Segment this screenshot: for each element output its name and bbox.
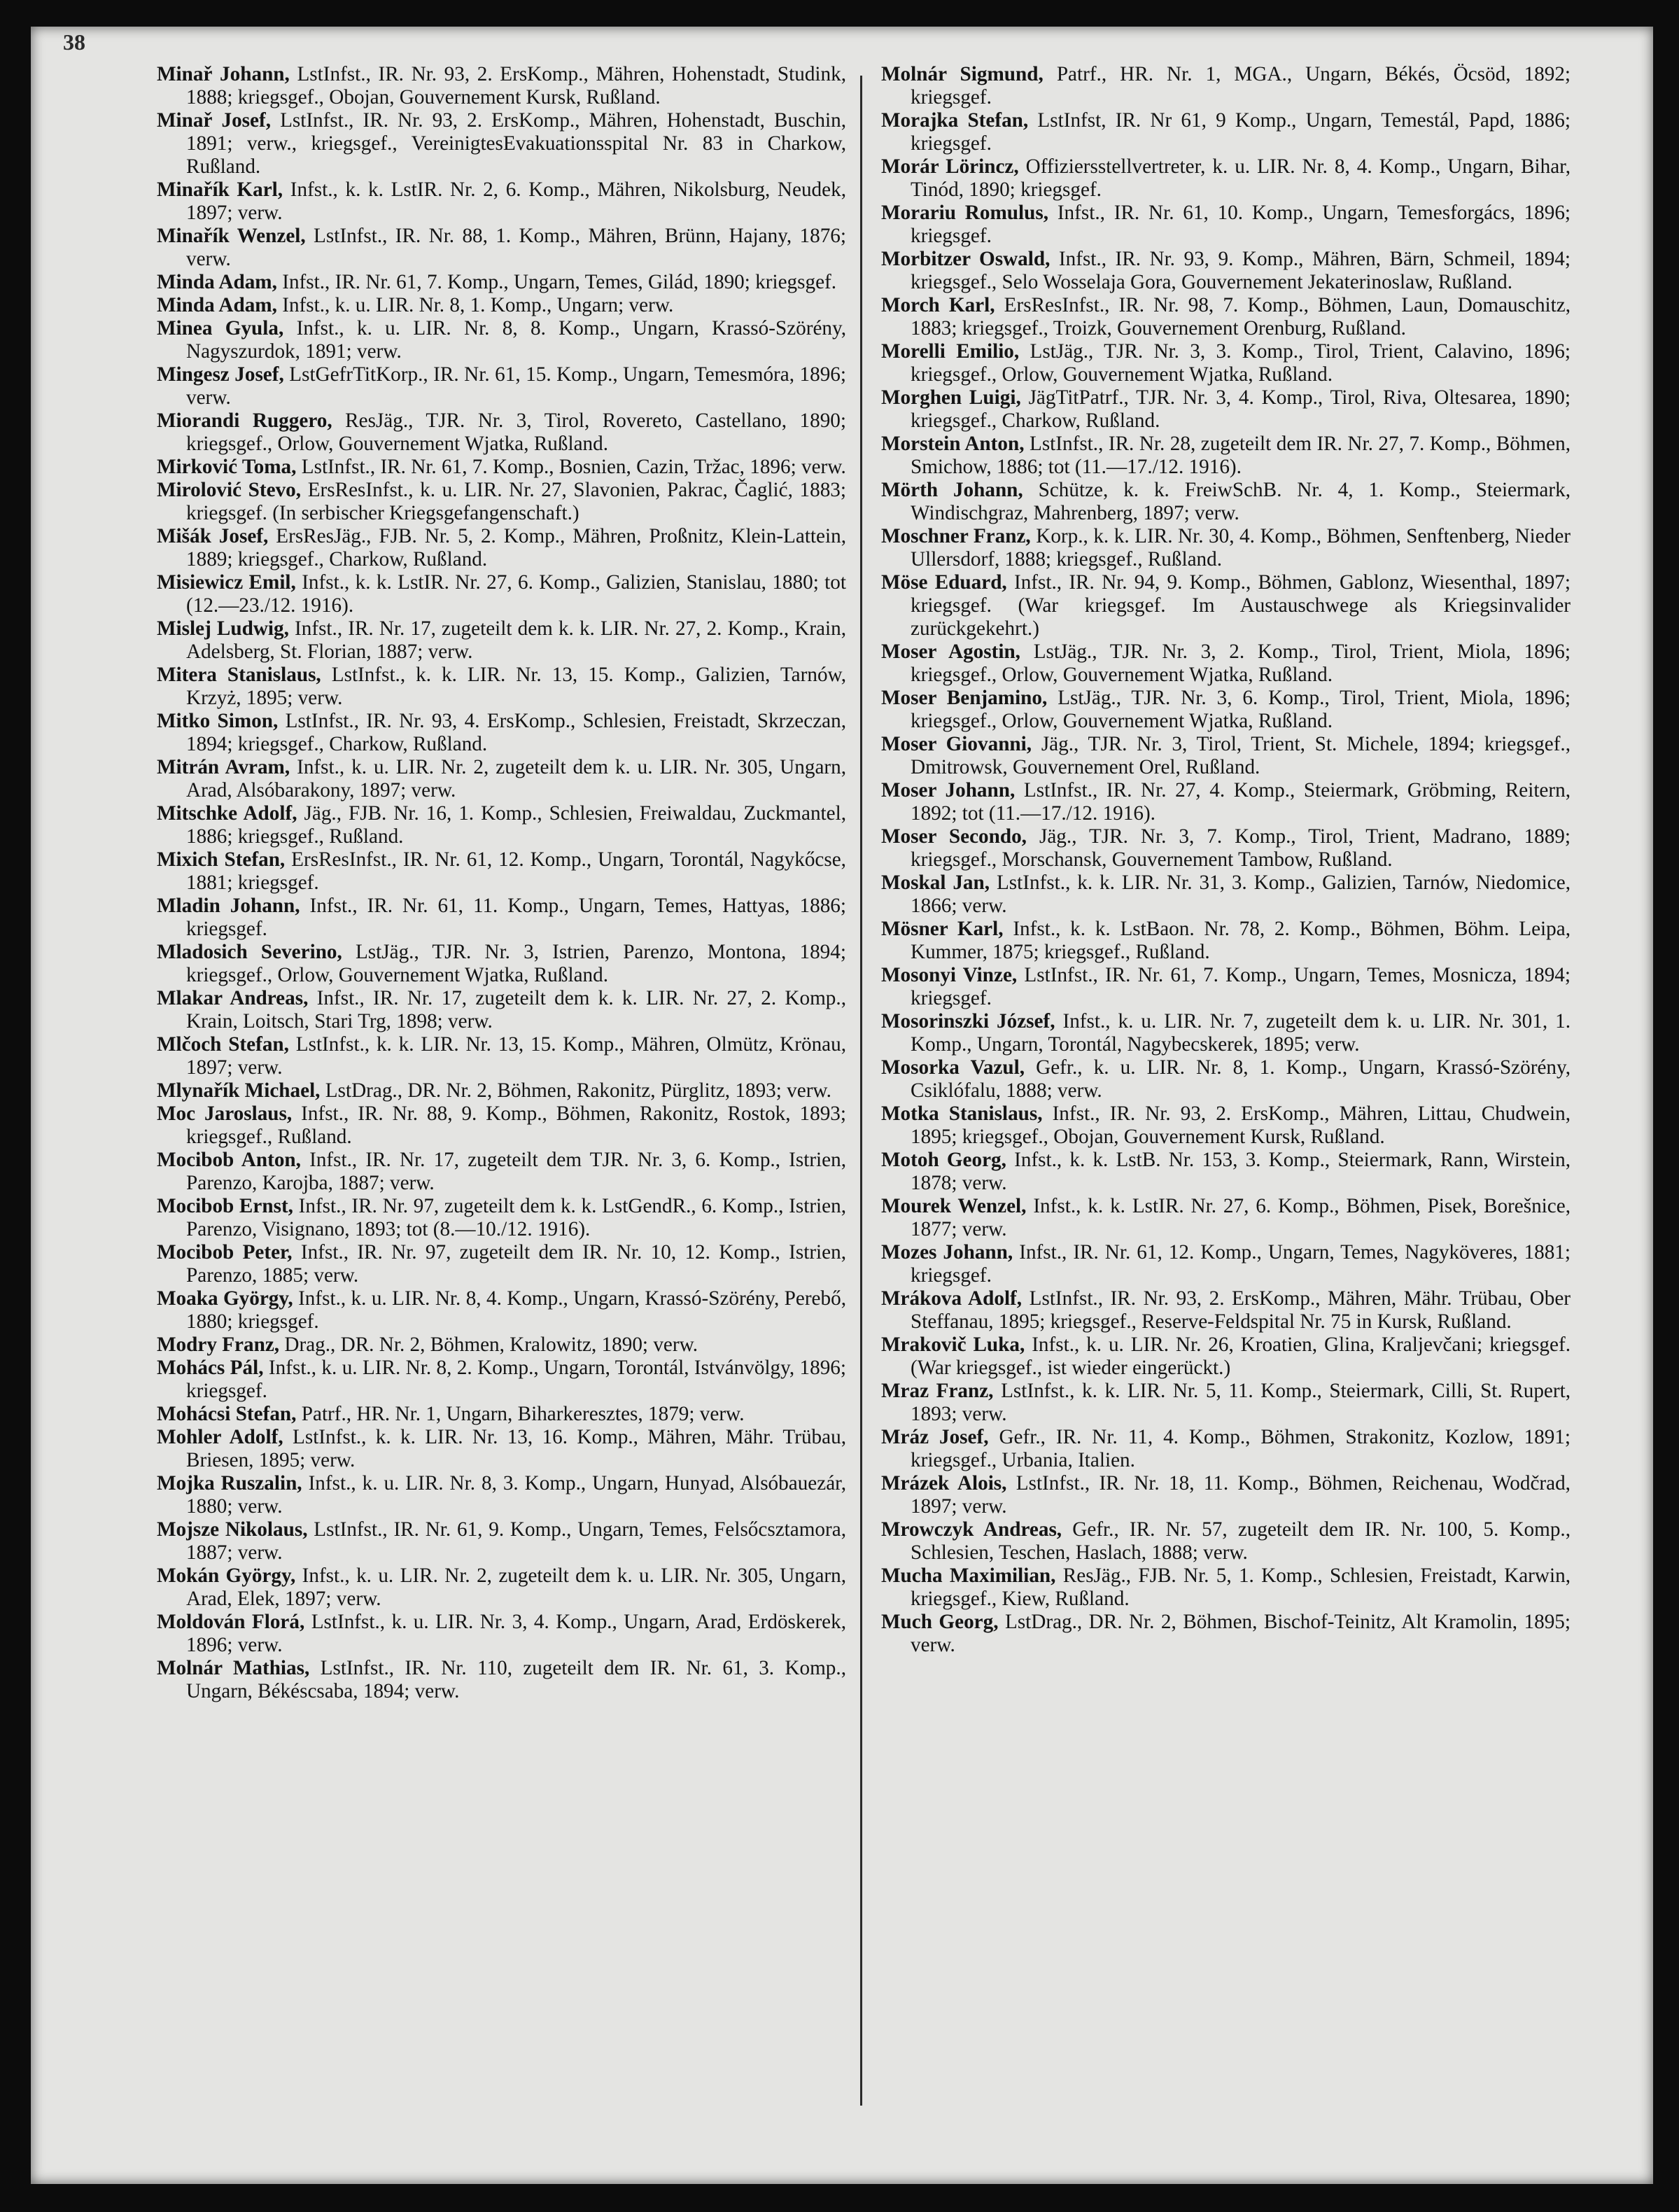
list-item xyxy=(157,941,846,987)
entry-name: Moser Benjamino, xyxy=(881,687,1048,709)
entry-details: ResJäg., FJB. Nr. 5, 1. Komp., Schlesien, Freistadt, Karwin, kriegsgef., Kiew, Rußland. xyxy=(911,1564,1571,1610)
list-item xyxy=(157,802,846,848)
list-item xyxy=(881,63,1571,109)
list-item xyxy=(157,294,846,317)
entry-name: Mraz Franz, xyxy=(881,1380,994,1402)
list-item xyxy=(881,1195,1571,1241)
entry-name: Mixich Stefan, xyxy=(157,848,286,871)
entry-details: LstJäg., TJR. Nr. 3, 6. Komp., Tirol, Trient, Miola, 1896; kriegsgef., Orlow, Gouvernement Wjatka, Rußland. xyxy=(911,687,1571,732)
entry-name: Moschner Franz, xyxy=(881,525,1031,547)
list-item xyxy=(157,1241,846,1287)
list-item xyxy=(881,1380,1571,1426)
entry-details: LstInfst., IR. Nr. 93, 4. ErsKomp., Schlesien, Freistadt, Skrzeczan, 1894; kriegsgef., Charkow, Rußland. xyxy=(186,710,847,755)
entry-name: Minařík Wenzel, xyxy=(157,225,306,247)
list-item xyxy=(157,410,846,456)
entry-name: Mojka Ruszalin, xyxy=(157,1472,302,1494)
entry-name: Minea Gyula, xyxy=(157,317,284,340)
entry-details: Infst., IR. Nr. 61, 12. Komp., Ungarn, Temes, Nagyköveres, 1881; kriegsgef. xyxy=(911,1241,1571,1287)
entry-name: Mokán György, xyxy=(157,1564,296,1587)
entry-name: Mrákova Adolf, xyxy=(881,1287,1023,1310)
entry-details: Infst., IR. Nr. 97, zugeteilt dem IR. Nr. 10, 12. Komp., Istrien, Parenzo, 1885; verw. xyxy=(186,1241,846,1287)
entry-details: Gefr., IR. Nr. 11, 4. Komp., Böhmen, Strakonitz, Kozlow, 1891; kriegsgef., Urbania, Italien. xyxy=(911,1426,1571,1471)
list-item xyxy=(881,1287,1571,1334)
list-item xyxy=(157,1287,846,1334)
entry-details: Infst., IR. Nr. 93, 9. Komp., Mähren, Bärn, Schmeil, 1894; kriegsgef., Selo Wosselaja Gora, Gouvernement Jekaterinoslaw, Rußland. xyxy=(911,248,1571,293)
entry-details: LstInfst., k. k. LIR. Nr. 13, 15. Komp., Mähren, Olmütz, Krönau, 1897; verw. xyxy=(186,1033,847,1079)
entry-name: Mrakovič Luka, xyxy=(881,1334,1025,1356)
entry-name: Mráz Josef, xyxy=(881,1426,989,1448)
entry-details: Infst., k. u. LIR. Nr. 8, 3. Komp., Ungarn, Hunyad, Alsóbauezár, 1880; verw. xyxy=(186,1472,847,1518)
entry-name: Morghen Luigi, xyxy=(881,386,1021,409)
entry-name: Mladosich Severino, xyxy=(157,941,342,963)
entry-name: Moc Jaroslaus, xyxy=(157,1102,293,1125)
entry-details: Infst., k. u. LIR. Nr. 26, Kroatien, Glina, Kraljevčani; kriegsgef. (War kriegsgef., ist wieder eingerückt.) xyxy=(911,1334,1571,1379)
entry-name: Mosonyi Vinze, xyxy=(881,964,1018,986)
entry-details: Infst., k. k. LstIR. Nr. 2, 6. Komp., Mähren, Nikolsburg, Neudek, 1897; verw. xyxy=(186,178,846,224)
list-item xyxy=(157,1033,846,1079)
list-item xyxy=(157,571,846,617)
entry-name: Morariu Romulus, xyxy=(881,202,1049,224)
entry-details: Infst., IR. Nr. 94, 9. Komp., Böhmen, Gablonz, Wiesenthal, 1897; kriegsgef. (War kriegsgef. Im Austauschwege als Kriegsinvalider zurückgekehrt.) xyxy=(911,571,1571,640)
entry-name: Moldován Florá, xyxy=(157,1611,305,1633)
list-item xyxy=(881,340,1571,386)
entry-name: Mlčoch Stefan, xyxy=(157,1033,289,1056)
entry-details: Korp., k. k. LIR. Nr. 30, 4. Komp., Böhmen, Senftenberg, Nieder Ullersdorf, 1888; kriegsgef., Rußland. xyxy=(911,525,1571,570)
entry-details: Infst., IR. Nr. 61, 7. Komp., Ungarn, Temes, Gilád, 1890; kriegsgef. xyxy=(282,271,837,293)
entry-details: LstInfst., IR. Nr. 110, zugeteilt dem IR. Nr. 61, 3. Komp., Ungarn, Békéscsaba, 1894; verw. xyxy=(186,1657,846,1702)
list-item xyxy=(157,363,846,410)
entry-details: Infst., k. k. LstB. Nr. 153, 3. Komp., Steiermark, Rann, Wirstein, 1878; verw. xyxy=(911,1149,1571,1194)
list-item xyxy=(157,1403,846,1426)
entry-name: Mosorinszki József, xyxy=(881,1010,1055,1032)
list-item xyxy=(157,848,846,895)
list-item xyxy=(881,155,1571,202)
entry-details: LstDrag., DR. Nr. 2, Böhmen, Bischof-Teinitz, Alt Kramolin, 1895; verw. xyxy=(911,1611,1571,1656)
left-column xyxy=(157,63,846,1703)
entry-details: ErsResInfst., IR. Nr. 61, 12. Komp., Ungarn, Torontál, Nagykőcse, 1881; kriegsgef. xyxy=(186,848,846,894)
entry-details: Infst., IR. Nr. 93, 2. ErsKomp., Mähren, Littau, Chudwein, 1895; kriegsgef., Obojan, Gouvernement Kursk, Rußland. xyxy=(911,1102,1571,1148)
right-column xyxy=(881,63,1571,1657)
entry-details: LstInfst., k. k. LIR. Nr. 31, 3. Komp., Galizien, Tarnów, Niedomice, 1866; verw. xyxy=(911,872,1571,917)
list-item xyxy=(157,525,846,571)
list-item xyxy=(881,525,1571,571)
entry-name: Morbitzer Oswald, xyxy=(881,248,1051,270)
list-item xyxy=(157,63,846,109)
entry-name: Mladin Johann, xyxy=(157,895,300,917)
entry-details: ErsResInfst., k. u. LIR. Nr. 27, Slavonien, Pakrac, Čaglić, 1883; kriegsgef. (In serbischer Kriegsgefangenschaft.) xyxy=(186,479,847,524)
list-item xyxy=(157,895,846,941)
list-item xyxy=(881,202,1571,248)
entry-name: Moser Giovanni, xyxy=(881,733,1032,755)
entry-name: Minařík Karl, xyxy=(157,178,283,201)
entry-name: Moskal Jan, xyxy=(881,872,990,894)
list-item xyxy=(881,571,1571,640)
entry-name: Miorandi Ruggero, xyxy=(157,410,332,432)
entry-details: Patrf., HR. Nr. 1, MGA., Ungarn, Békés, Öcsöd, 1892; kriegsgef. xyxy=(911,63,1571,108)
entry-name: Mislej Ludwig, xyxy=(157,617,289,640)
entry-details: LstInfst., k. u. LIR. Nr. 3, 4. Komp., Ungarn, Arad, Erdöskerek, 1896; verw. xyxy=(186,1611,847,1656)
entry-name: Mlynařík Michael, xyxy=(157,1079,321,1102)
entry-details: LstInfst., IR. Nr. 93, 2. ErsKomp., Mähren, Hohenstadt, Studink, 1888; kriegsgef., Obojan, Gouvernement Kursk, Rußland. xyxy=(186,63,847,108)
entry-name: Morstein Anton, xyxy=(881,433,1025,455)
entry-details: LstInfst., IR. Nr. 18, 11. Komp., Böhmen, Reichenau, Wodčrad, 1897; verw. xyxy=(911,1472,1571,1518)
column-divider xyxy=(860,76,862,2106)
list-item xyxy=(157,756,846,802)
entry-details: Jäg., TJR. Nr. 3, Tirol, Trient, St. Michele, 1894; kriegsgef., Dmitrowsk, Gouvernement Orel, Rußland. xyxy=(911,733,1571,778)
entry-details: Infst., IR. Nr. 17, zugeteilt dem k. k. LIR. Nr. 27, 2. Komp., Krain, Loitsch, Stari Trg, 1898; verw. xyxy=(186,987,846,1032)
entry-name: Morajka Stefan, xyxy=(881,109,1029,132)
entry-name: Moser Johann, xyxy=(881,779,1016,802)
list-item xyxy=(157,1426,846,1472)
list-item xyxy=(881,687,1571,733)
entry-name: Mirolović Stevo, xyxy=(157,479,302,501)
entry-name: Mohler Adolf, xyxy=(157,1426,283,1448)
list-item xyxy=(881,1102,1571,1149)
entry-details: LstInfst., IR. Nr. 27, 4. Komp., Steiermark, Gröbming, Reitern, 1892; tot (11.—17./12. 1916). xyxy=(911,779,1571,825)
list-item xyxy=(881,1010,1571,1056)
list-item xyxy=(157,1079,846,1102)
entry-name: Minda Adam, xyxy=(157,271,277,293)
entry-name: Möse Eduard, xyxy=(881,571,1007,594)
page-number: 38 xyxy=(63,29,85,55)
entry-details: LstJäg., TJR. Nr. 3, 2. Komp., Tirol, Trient, Miola, 1896; kriegsgef., Orlow, Gouvernement Wjatka, Rußland. xyxy=(911,640,1571,686)
list-item xyxy=(157,317,846,363)
entry-name: Mojsze Nikolaus, xyxy=(157,1518,308,1541)
entry-name: Mirković Toma, xyxy=(157,456,297,478)
list-item xyxy=(157,225,846,271)
entry-details: Jäg., TJR. Nr. 3, 7. Komp., Tirol, Trient, Madrano, 1889; kriegsgef., Morschansk, Gouvernement Tambow, Rußland. xyxy=(911,825,1571,871)
entry-name: Mlakar Andreas, xyxy=(157,987,309,1009)
entry-details: Infst., k. u. LIR. Nr. 8, 8. Komp., Ungarn, Krassó-Szörény, Nagyszurdok, 1891; verw. xyxy=(186,317,847,363)
list-item xyxy=(881,1334,1571,1380)
entry-details: Infst., k. u. LIR. Nr. 8, 4. Komp., Ungarn, Krassó-Szörény, Perebő, 1880; kriegsgef. xyxy=(186,1287,846,1333)
list-item xyxy=(881,640,1571,687)
entry-details: LstDrag., DR. Nr. 2, Böhmen, Rakonitz, Pürglitz, 1893; verw. xyxy=(325,1079,831,1102)
entry-details: Drag., DR. Nr. 2, Böhmen, Kralowitz, 1890; verw. xyxy=(284,1334,698,1356)
entry-name: Mösner Karl, xyxy=(881,918,1004,940)
list-item xyxy=(881,1241,1571,1287)
list-item xyxy=(157,479,846,525)
entry-name: Mrowczyk Andreas, xyxy=(881,1518,1062,1541)
entry-details: Patrf., HR. Nr. 1, Ungarn, Biharkeresztes, 1879; verw. xyxy=(301,1403,745,1425)
list-item xyxy=(157,1657,846,1703)
entry-details: Infst., k. k. LstBaon. Nr. 78, 2. Komp., Böhmen, Böhm. Leipa, Kummer, 1875; kriegsgef., Rußland. xyxy=(911,918,1571,963)
entry-details: ErsResJäg., FJB. Nr. 5, 2. Komp., Mähren, Proßnitz, Klein-Lattein, 1889; kriegsgef., Charkow, Rußland. xyxy=(186,525,846,570)
entry-details: LstJäg., TJR. Nr. 3, Istrien, Parenzo, Montona, 1894; kriegsgef., Orlow, Gouvernement Wjatka, Rußland. xyxy=(186,941,846,986)
entry-name: Morch Karl, xyxy=(881,294,995,316)
list-item xyxy=(157,664,846,710)
list-item xyxy=(881,386,1571,433)
entry-name: Mourek Wenzel, xyxy=(881,1195,1027,1217)
list-item xyxy=(157,1472,846,1518)
entry-details: Infst., IR. Nr. 17, zugeteilt dem k. k. LIR. Nr. 27, 2. Komp., Krain, Adelsberg, St. Florian, 1887; verw. xyxy=(186,617,846,663)
entry-details: Infst., k. u. LIR. Nr. 2, zugeteilt dem k. u. LIR. Nr. 305, Ungarn, Arad, Alsóbarakony, 1897; verw. xyxy=(186,756,847,802)
entry-name: Misiewicz Emil, xyxy=(157,571,296,594)
entry-name: Mocibob Ernst, xyxy=(157,1195,293,1217)
entry-name: Mohácsi Stefan, xyxy=(157,1403,297,1425)
list-item xyxy=(881,1564,1571,1611)
list-item xyxy=(881,825,1571,872)
list-item xyxy=(157,1102,846,1149)
list-item xyxy=(157,109,846,178)
entry-name: Moser Agostin, xyxy=(881,640,1020,663)
entry-details: Infst., k. u. LIR. Nr. 2, zugeteilt dem k. u. LIR. Nr. 305, Ungarn, Arad, Elek, 1897; verw. xyxy=(186,1564,847,1610)
entry-details: ErsResInfst., IR. Nr. 98, 7. Komp., Böhmen, Laun, Domauschitz, 1883; kriegsgef., Troizk, Gouvernement Orenburg, Rußland. xyxy=(911,294,1571,340)
list-item xyxy=(157,1334,846,1357)
entry-details: LstInfst., k. k. LIR. Nr. 13, 15. Komp., Galizien, Tarnów, Krzyż, 1895; verw. xyxy=(186,664,847,709)
entry-details: Offiziersstellvertreter, k. u. LIR. Nr. 8, 4. Komp., Ungarn, Bihar, Tinód, 1890; kriegsgef. xyxy=(911,155,1571,201)
entry-name: Mosorka Vazul, xyxy=(881,1056,1025,1079)
entry-name: Modry Franz, xyxy=(157,1334,280,1356)
entry-details: Infst., IR. Nr. 88, 9. Komp., Böhmen, Rakonitz, Rostok, 1893; kriegsgef., Rußland. xyxy=(186,1102,846,1148)
list-item xyxy=(881,964,1571,1010)
entry-details: Infst., k. k. LstIR. Nr. 27, 6. Komp., Galizien, Stanislau, 1880; tot (12.—23./12. 1916). xyxy=(186,571,846,617)
entry-details: LstGefrTitKorp., IR. Nr. 61, 15. Komp., Ungarn, Temesmóra, 1896; verw. xyxy=(186,363,847,409)
entry-details: LstInfst, IR. Nr 61, 9 Komp., Ungarn, Temestál, Papd, 1886; kriegsgef. xyxy=(911,109,1571,155)
entry-name: Mrázek Alois, xyxy=(881,1472,1007,1494)
list-item xyxy=(157,271,846,294)
entry-name: Mörth Johann, xyxy=(881,479,1023,501)
list-item xyxy=(881,733,1571,779)
entry-name: Mingesz Josef, xyxy=(157,363,284,386)
entry-details: Infst., k. u. LIR. Nr. 7, zugeteilt dem k. u. LIR. Nr. 301, 1. Komp., Ungarn, Torontál, Nagybecskerek, 1895; verw. xyxy=(911,1010,1571,1056)
list-item xyxy=(157,617,846,664)
list-item xyxy=(881,918,1571,964)
entry-details: LstInfst., k. k. LIR. Nr. 13, 16. Komp., Mähren, Mähr. Trübau, Briesen, 1895; verw. xyxy=(186,1426,846,1471)
entry-name: Molnár Mathias, xyxy=(157,1657,310,1679)
list-item xyxy=(881,1056,1571,1102)
list-item xyxy=(881,1426,1571,1472)
entry-details: ResJäg., TJR. Nr. 3, Tirol, Rovereto, Castellano, 1890; kriegsgef., Orlow, Gouvernement Wjatka, Rußland. xyxy=(186,410,846,455)
list-item xyxy=(157,1149,846,1195)
entry-name: Minař Johann, xyxy=(157,63,290,85)
entry-details: LstInfst., IR. Nr. 61, 7. Komp., Bosnien, Cazin, Tržac, 1896; verw. xyxy=(301,456,846,478)
list-item xyxy=(881,1149,1571,1195)
list-item xyxy=(157,456,846,479)
entry-name: Motka Stanislaus, xyxy=(881,1102,1043,1125)
entry-name: Mocibob Anton, xyxy=(157,1149,301,1171)
list-item xyxy=(157,987,846,1033)
list-item xyxy=(881,433,1571,479)
entry-name: Mitschke Adolf, xyxy=(157,802,297,825)
entry-details: LstInfst., k. k. LIR. Nr. 5, 11. Komp., Steiermark, Cilli, St. Rupert, 1893; verw. xyxy=(911,1380,1571,1425)
entry-details: Infst., IR. Nr. 61, 11. Komp., Ungarn, Temes, Hattyas, 1886; kriegsgef. xyxy=(186,895,847,940)
entry-name: Mitera Stanislaus, xyxy=(157,664,321,686)
list-item xyxy=(157,1195,846,1241)
entry-details: LstInfst., IR. Nr. 93, 2. ErsKomp., Mähren, Mähr. Trübau, Ober Steffanau, 1895; kriegsgef., Reserve-Feldspital Nr. 75 in Kursk, Rußland. xyxy=(911,1287,1571,1333)
entry-details: Infst., k. u. LIR. Nr. 8, 1. Komp., Ungarn; verw. xyxy=(282,294,674,316)
entry-name: Mitrán Avram, xyxy=(157,756,290,778)
entry-name: Morelli Emilio, xyxy=(881,340,1020,363)
entry-details: LstJäg., TJR. Nr. 3, 3. Komp., Tirol, Trient, Calavino, 1896; kriegsgef., Orlow, Gouvernement Wjatka, Rußland. xyxy=(911,340,1571,386)
entry-name: Mocibob Peter, xyxy=(157,1241,293,1264)
entry-details: Infst., IR. Nr. 61, 10. Komp., Ungarn, Temesforgács, 1896; kriegsgef. xyxy=(911,202,1571,247)
entry-details: Schütze, k. k. FreiwSchB. Nr. 4, 1. Komp., Steiermark, Windischgraz, Mahrenberg, 1897; verw. xyxy=(911,479,1571,524)
entry-name: Motoh Georg, xyxy=(881,1149,1006,1171)
list-item xyxy=(157,710,846,756)
entry-name: Mucha Maximilian, xyxy=(881,1564,1056,1587)
entry-name: Molnár Sigmund, xyxy=(881,63,1044,85)
entry-name: Minař Josef, xyxy=(157,109,272,132)
entry-name: Much Georg, xyxy=(881,1611,999,1633)
entry-details: JägTitPatrf., TJR. Nr. 3, 4. Komp., Tirol, Riva, Oltesarea, 1890; kriegsgef., Charkow, Rußland. xyxy=(911,386,1571,432)
entry-name: Mozes Johann, xyxy=(881,1241,1013,1264)
list-item xyxy=(157,1357,846,1403)
entry-details: Infst., k. k. LstIR. Nr. 27, 6. Komp., Böhmen, Pisek, Borešnice, 1877; verw. xyxy=(911,1195,1571,1240)
entry-details: LstInfst., IR. Nr. 88, 1. Komp., Mähren, Brünn, Hajany, 1876; verw. xyxy=(186,225,846,270)
entry-name: Minda Adam, xyxy=(157,294,277,316)
entry-name: Mitko Simon, xyxy=(157,710,279,732)
entry-name: Morár Lörincz, xyxy=(881,155,1019,178)
entry-details: LstInfst., IR. Nr. 93, 2. ErsKomp., Mähren, Hohenstadt, Buschin, 1891; verw., kriegsgef., VereinigtesEvakuationsspital Nr. 83 in Charkow, Rußland. xyxy=(186,109,846,178)
entry-details: LstInfst., IR. Nr. 61, 9. Komp., Ungarn, Temes, Felsőcsztamora, 1887; verw. xyxy=(186,1518,846,1564)
list-item xyxy=(881,479,1571,525)
entry-name: Moaka György, xyxy=(157,1287,293,1310)
entry-details: Infst., IR. Nr. 17, zugeteilt dem TJR. Nr. 3, 6. Komp., Istrien, Parenzo, Karojba, 1887; verw. xyxy=(186,1149,847,1194)
entry-details: Gefr., IR. Nr. 57, zugeteilt dem IR. Nr. 100, 5. Komp., Schlesien, Teschen, Haslach, 1888; verw. xyxy=(911,1518,1571,1564)
entry-details: Jäg., FJB. Nr. 16, 1. Komp., Schlesien, Freiwaldau, Zuckmantel, 1886; kriegsgef., Rußland. xyxy=(186,802,847,848)
list-item xyxy=(881,248,1571,294)
entry-name: Mohács Pál, xyxy=(157,1357,264,1379)
list-item xyxy=(157,1518,846,1564)
entry-name: Moser Secondo, xyxy=(881,825,1027,848)
document-page xyxy=(31,27,1653,2184)
list-item xyxy=(881,872,1571,918)
list-item xyxy=(881,1518,1571,1564)
list-item xyxy=(157,178,846,225)
list-item xyxy=(881,779,1571,825)
entry-details: Gefr., k. u. LIR. Nr. 8, 1. Komp., Ungarn, Krassó-Szörény, Csiklófalu, 1888; verw. xyxy=(911,1056,1571,1102)
list-item xyxy=(881,1611,1571,1657)
entry-name: Mišák Josef, xyxy=(157,525,269,547)
list-item xyxy=(881,294,1571,340)
list-item xyxy=(157,1611,846,1657)
entry-details: LstInfst., IR. Nr. 61, 7. Komp., Ungarn, Temes, Mosnicza, 1894; kriegsgef. xyxy=(911,964,1571,1009)
list-item xyxy=(881,1472,1571,1518)
entry-details: LstInfst., IR. Nr. 28, zugeteilt dem IR. Nr. 27, 7. Komp., Böhmen, Smichow, 1886; tot (11.—17./12. 1916). xyxy=(911,433,1571,478)
list-item xyxy=(157,1564,846,1611)
entry-details: Infst., IR. Nr. 97, zugeteilt dem k. k. LstGendR., 6. Komp., Istrien, Parenzo, Visignano, 1893; tot (8.—10./12. 1916). xyxy=(186,1195,846,1240)
list-item xyxy=(881,109,1571,155)
entry-details: Infst., k. u. LIR. Nr. 8, 2. Komp., Ungarn, Torontál, Istvánvölgy, 1896; kriegsgef. xyxy=(186,1357,847,1402)
